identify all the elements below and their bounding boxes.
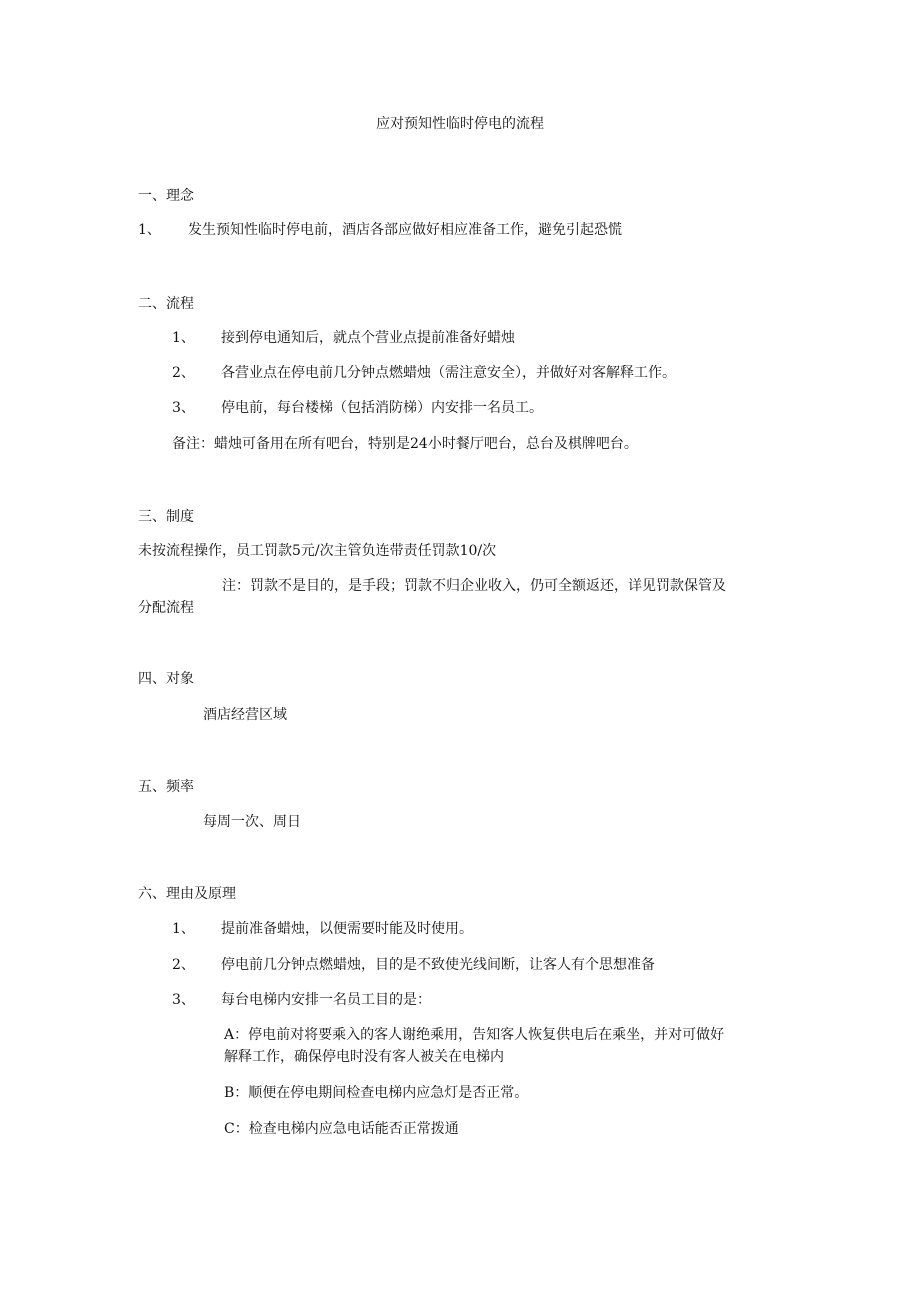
list-item-text: 各营业点在停电前几分钟点燃蜡烛（需注意安全），并做好对客解释工作。 [221,365,676,381]
list-item-text: 提前准备蜡烛，以便需要时能及时使用。 [221,921,473,937]
frequency-body: 每周一次、周日 [203,814,301,830]
list-item-number: 1、 [172,330,195,346]
sub-item-a-line1: A：停电前对将要乘入的客人谢绝乘用，告知客人恢复供电后在乘坐，并对可做好 [224,1027,725,1043]
list-item-number: 2、 [172,957,195,973]
list-item-number: 3、 [172,400,195,416]
section-heading-concept: 一、理念 [138,188,194,204]
list-item-number: 1、 [172,921,195,937]
document-title: 应对预知性临时停电的流程 [376,116,544,132]
sub-item-c: C：检查电梯内应急电话能否正常拨通 [224,1121,459,1137]
list-item-number: 2、 [172,365,195,381]
list-item [172,990,431,1012]
target-body: 酒店经营区域 [203,707,287,723]
list-item-text: 发生预知性临时停电前，酒店各部应做好相应准备工作，避免引起恐慌 [188,222,622,238]
section-heading-process: 二、流程 [138,296,194,312]
section-heading-rationale: 六、理由及原理 [138,886,236,902]
policy-note-line1: 注：罚款不是目的，是手段；罚款不归企业收入，仍可全额返还，详见罚款保管及 [222,578,726,594]
list-item-text: 停电前，每台楼梯（包括消防梯）内安排一名员工。 [221,400,543,416]
policy-note-line2: 分配流程 [138,600,194,616]
list-item-text: 每台电梯内安排一名员工目的是： [221,992,431,1008]
list-item [172,328,515,350]
list-item-text: 停电前几分钟点燃蜡烛，目的是不致使光线间断，让客人有个思想准备 [221,957,655,973]
process-note: 备注：蜡烛可备用在所有吧台，特别是24小时餐厅吧台，总台及棋牌吧台。 [172,436,638,452]
list-item [172,363,676,385]
section-heading-policy: 三、制度 [138,509,194,525]
section-heading-frequency: 五、频率 [138,779,194,795]
section-heading-target: 四、对象 [138,671,194,687]
list-item [172,955,655,977]
list-item [172,398,543,420]
list-item [172,919,473,941]
policy-body: 未按流程操作，员工罚款5元/次主管负连带责任罚款10/次 [138,543,497,559]
list-item-number: 3、 [172,992,195,1008]
sub-item-b: B：顺便在停电期间检查电梯内应急灯是否正常。 [224,1085,529,1101]
list-item-text: 接到停电通知后，就点个营业点提前准备好蜡烛 [221,330,515,346]
sub-item-a-line2: 解释工作，确保停电时没有客人被关在电梯内 [224,1049,504,1065]
list-item-number: 1、 [138,222,161,238]
list-item [138,220,622,242]
